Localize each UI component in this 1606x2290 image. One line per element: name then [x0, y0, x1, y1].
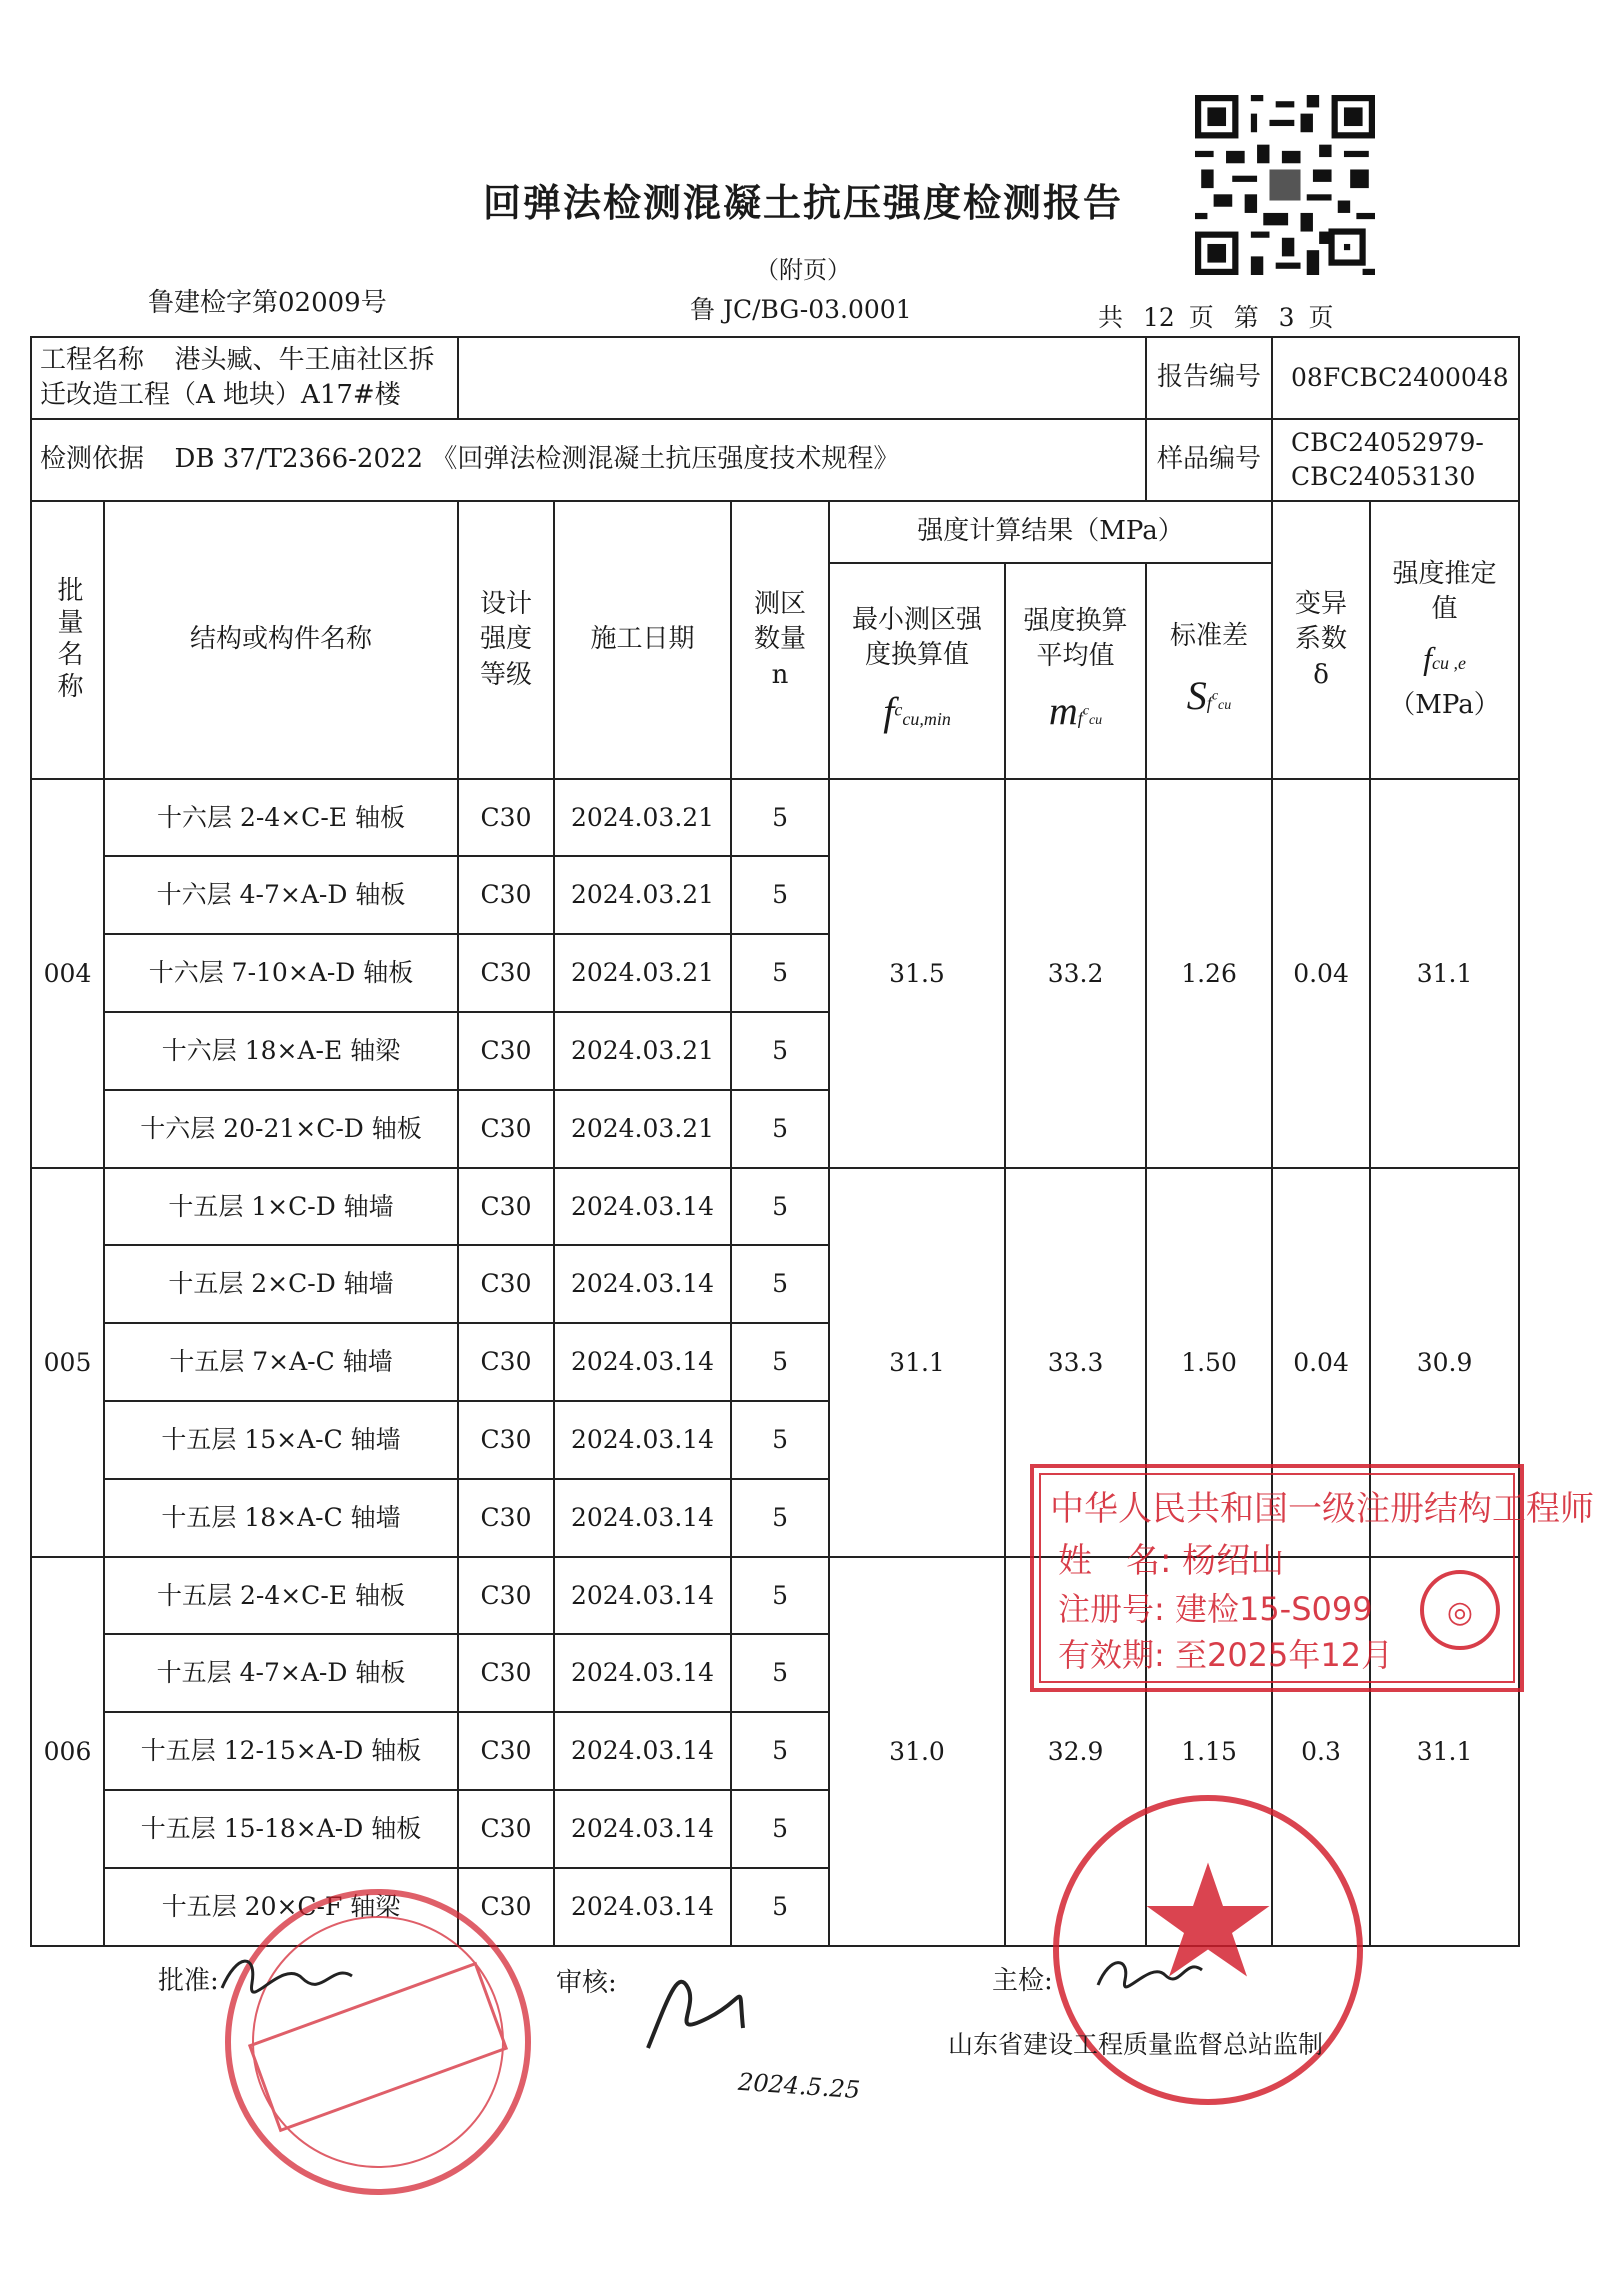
construction-date: 2024.03.14	[554, 1401, 731, 1479]
min-strength-value: 31.1	[829, 1168, 1005, 1557]
supervision-note: 山东省建设工程质量监督总站监制	[948, 2030, 1324, 2059]
header-min-label: 最小测区强度换算值	[852, 604, 983, 670]
construction-date: 2024.03.14	[554, 1868, 731, 1946]
design-grade: C30	[458, 934, 554, 1012]
header-estimated-unit: （MPa）	[1389, 690, 1500, 721]
component-name: 十五层 12-15×A-D 轴板	[104, 1712, 458, 1790]
header-min-superscript: c	[894, 699, 903, 720]
batch-id: 005	[31, 1168, 104, 1557]
construction-date: 2024.03.14	[554, 1557, 731, 1634]
page-total-label: 共	[1098, 303, 1130, 332]
header-mean-subscript: f	[1077, 708, 1083, 729]
sample-no-label: 样品编号	[1146, 419, 1272, 501]
header-std-subsup: c	[1211, 687, 1219, 703]
chief-signature-icon	[1090, 1945, 1210, 2005]
zone-count: 5	[731, 1557, 829, 1634]
design-grade: C30	[458, 779, 554, 856]
header-design-grade: 设计强度等级	[458, 501, 554, 779]
design-grade: C30	[458, 1401, 554, 1479]
stamp-line-3: 注册号: 建检15-S099	[1058, 1590, 1373, 1628]
header-calc-results: 强度计算结果（MPa）	[829, 501, 1272, 563]
engineer-registration-stamp	[1028, 1462, 1594, 1694]
page-info	[1098, 298, 1340, 334]
estimated-strength-value: 31.1	[1370, 1557, 1519, 1946]
component-name: 十五层 15-18×A-D 轴板	[104, 1790, 458, 1868]
batch-id: 004	[31, 779, 104, 1168]
design-grade: C30	[458, 1012, 554, 1090]
project-spacer	[458, 337, 1146, 419]
min-strength-value: 31.5	[829, 779, 1005, 1168]
zone-count: 5	[731, 779, 829, 856]
component-name: 十六层 4-7×A-D 轴板	[104, 856, 458, 934]
component-name: 十五层 4-7×A-D 轴板	[104, 1634, 458, 1712]
zone-count: 5	[731, 934, 829, 1012]
stamp-line-1: 中华人民共和国一级注册结构工程师	[1050, 1489, 1594, 1529]
basis-value: DB 37/T2366-2022 《回弹法检测混凝土抗压强度技术规程》	[174, 444, 900, 475]
table-row	[31, 1168, 1519, 1245]
project-label: 工程名称	[40, 344, 145, 375]
inspection-seal-icon	[218, 1882, 538, 2202]
zone-count: 5	[731, 1090, 829, 1168]
header-zone-count	[731, 501, 829, 779]
construction-date: 2024.03.14	[554, 1168, 731, 1245]
header-date: 施工日期	[554, 501, 731, 779]
document-number: 鲁建检字第02009号	[148, 288, 387, 318]
zone-count: 5	[731, 1323, 829, 1401]
design-grade: C30	[458, 1479, 554, 1557]
stamp-line-2: 姓 名: 杨绍山	[1058, 1541, 1285, 1581]
page-total: 12	[1142, 303, 1175, 332]
header-min-symbol: f	[883, 689, 895, 735]
component-name: 十五层 7×A-C 轴墙	[104, 1323, 458, 1401]
design-grade: C30	[458, 856, 554, 934]
component-name: 十五层 15×A-C 轴墙	[104, 1401, 458, 1479]
component-name: 十六层 18×A-E 轴梁	[104, 1012, 458, 1090]
variation-coefficient-value: 0.04	[1272, 1168, 1370, 1557]
review-date: 2024.5.25	[737, 2067, 861, 2105]
std-dev-value: 1.15	[1146, 1557, 1272, 1946]
zone-count: 5	[731, 1168, 829, 1245]
zone-count: 5	[731, 1479, 829, 1557]
reviewer-label: 审核:	[556, 1968, 617, 1998]
header-batch-name: 批量名称	[31, 501, 104, 779]
construction-date: 2024.03.21	[554, 856, 731, 934]
header-row-1	[31, 501, 1519, 563]
zone-count: 5	[731, 1012, 829, 1090]
header-estimated-label: 强度推定值	[1392, 558, 1497, 624]
basis-cell	[31, 419, 1146, 501]
mean-strength-value: 32.9	[1005, 1557, 1146, 1946]
zone-count: 5	[731, 856, 829, 934]
variation-coefficient-value: 0.3	[1272, 1557, 1370, 1946]
component-name: 十五层 18×A-C 轴墙	[104, 1479, 458, 1557]
header-estimated-symbol: f	[1423, 639, 1432, 676]
zone-count: 5	[731, 1868, 829, 1946]
construction-date: 2024.03.21	[554, 779, 731, 856]
design-grade: C30	[458, 1790, 554, 1868]
zone-count: 5	[731, 1790, 829, 1868]
header-estimated	[1370, 501, 1519, 779]
std-dev-value: 1.26	[1146, 779, 1272, 1168]
estimated-strength-value: 31.1	[1370, 779, 1519, 1168]
component-name: 十六层 2-4×C-E 轴板	[104, 779, 458, 856]
page-title: 回弹法检测混凝土抗压强度检测报告	[482, 180, 1123, 225]
std-dev-value: 1.50	[1146, 1168, 1272, 1557]
construction-date: 2024.03.21	[554, 1090, 731, 1168]
design-grade: C30	[458, 1245, 554, 1323]
zone-count: 5	[731, 1634, 829, 1712]
table-row	[31, 779, 1519, 856]
construction-date: 2024.03.14	[554, 1790, 731, 1868]
header-std-symbol: S	[1186, 672, 1207, 718]
mean-strength-value: 33.3	[1005, 1168, 1146, 1557]
construction-date: 2024.03.14	[554, 1712, 731, 1790]
header-std-subscript: f	[1206, 692, 1212, 713]
header-variation-symbol: δ	[1313, 659, 1329, 690]
page-subtitle: （附页）	[755, 256, 851, 284]
header-variation	[1272, 501, 1370, 779]
svg-text:◎: ◎	[1446, 1595, 1474, 1630]
project-cell	[31, 337, 458, 419]
header-std-subsub: cu	[1218, 697, 1232, 713]
header-estimated-subscript: cu ,e	[1431, 652, 1466, 673]
zone-count: 5	[731, 1245, 829, 1323]
min-strength-value: 31.0	[829, 1557, 1005, 1946]
header-std-dev	[1146, 563, 1272, 779]
estimated-strength-value: 30.9	[1370, 1168, 1519, 1557]
reviewer-signature-icon	[628, 1958, 758, 2068]
construction-date: 2024.03.14	[554, 1479, 731, 1557]
design-grade: C30	[458, 1557, 554, 1634]
batch-id: 006	[31, 1557, 104, 1946]
header-component: 结构或构件名称	[104, 501, 458, 779]
header-zone-count-symbol: n	[771, 659, 789, 690]
project-value: 港头臧、牛王庙社区拆迁改造工程（A 地块）A17#楼	[40, 344, 435, 410]
component-name: 十五层 2-4×C-E 轴板	[104, 1557, 458, 1634]
approver-label: 批准:	[158, 1966, 219, 1996]
construction-date: 2024.03.21	[554, 934, 731, 1012]
header-mean-subsub: cu	[1088, 713, 1103, 729]
project-row	[31, 337, 1519, 419]
design-grade: C30	[458, 1634, 554, 1712]
page-label: 页	[1308, 303, 1340, 332]
construction-date: 2024.03.14	[554, 1323, 731, 1401]
report-no-label: 报告编号	[1146, 337, 1272, 419]
design-grade: C30	[458, 1712, 554, 1790]
stamp-line-4: 有效期: 至2025年12月	[1058, 1636, 1394, 1674]
mean-strength-value: 33.2	[1005, 779, 1146, 1168]
construction-date: 2024.03.14	[554, 1245, 731, 1323]
header-mean-value	[1005, 563, 1146, 779]
page-current-label: 第	[1233, 303, 1265, 332]
header-min-subscript: cu,min	[902, 709, 951, 730]
header-mean-label: 强度换算平均值	[1023, 605, 1128, 671]
approver-signature-icon	[212, 1948, 362, 2008]
page-current: 3	[1278, 303, 1295, 332]
component-name: 十五层 2×C-D 轴墙	[104, 1245, 458, 1323]
construction-date: 2024.03.21	[554, 1012, 731, 1090]
basis-row	[31, 419, 1519, 501]
design-grade: C30	[458, 1868, 554, 1946]
header-std-label: 标准差	[1170, 621, 1249, 652]
component-name: 十五层 20×C-F 轴梁	[104, 1868, 458, 1946]
sample-no-value: CBC24052979-CBC24053130	[1272, 419, 1519, 501]
header-mean-subsup: c	[1082, 703, 1089, 719]
construction-date: 2024.03.14	[554, 1634, 731, 1712]
zone-count: 5	[731, 1712, 829, 1790]
design-grade: C30	[458, 1168, 554, 1245]
report-table	[30, 336, 1520, 1947]
component-name: 十六层 7-10×A-D 轴板	[104, 934, 458, 1012]
header-variation-label: 变异系数	[1295, 589, 1348, 655]
chief-inspector-label: 主检:	[992, 1966, 1053, 1996]
basis-label: 检测依据	[40, 444, 145, 475]
header-zone-count-label: 测区数量	[754, 589, 807, 655]
form-code: 鲁 JC/BG-03.0001	[690, 295, 912, 324]
variation-coefficient-value: 0.04	[1272, 779, 1370, 1168]
report-no-value: 08FCBC2400048	[1272, 337, 1519, 419]
zone-count: 5	[731, 1401, 829, 1479]
component-name: 十六层 20-21×C-D 轴板	[104, 1090, 458, 1168]
header-min-value	[829, 563, 1005, 779]
design-grade: C30	[458, 1090, 554, 1168]
component-name: 十五层 1×C-D 轴墙	[104, 1168, 458, 1245]
page-label: 页	[1188, 303, 1220, 332]
header-mean-symbol: m	[1048, 688, 1078, 734]
design-grade: C30	[458, 1323, 554, 1401]
